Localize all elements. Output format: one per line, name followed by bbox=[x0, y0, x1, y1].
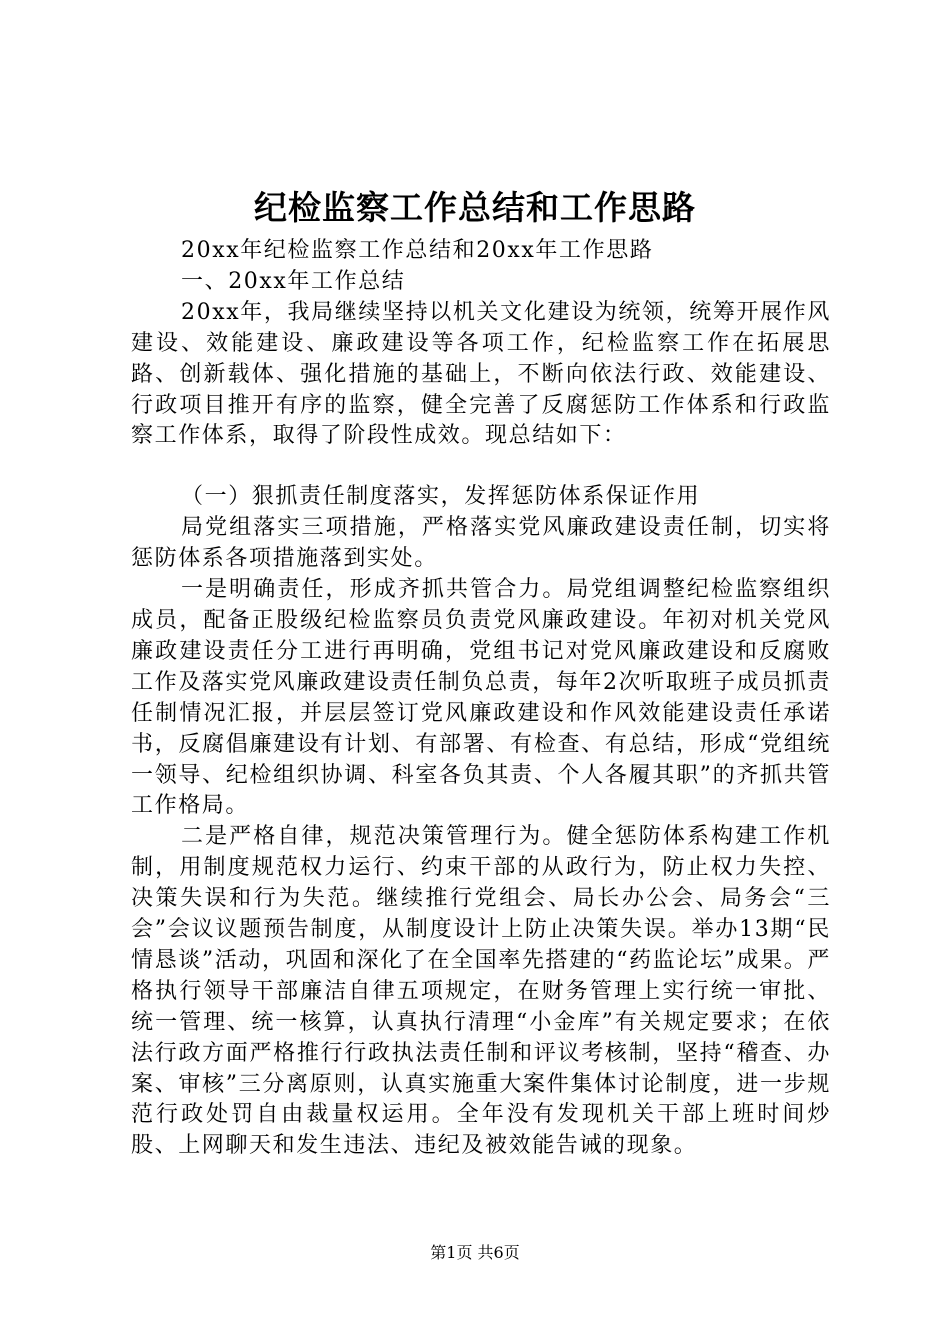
body-paragraph: 二是严格自律，规范决策管理行为。健全惩防体系构建工作机制，用制度规范权力运行、约束干部的从政行为，防止权力失控、决策失误和行为失范。继续推行党组会、局长办公会、局务会“三会”会议议题预告制度，从制度设计上防止决策失误。举办13期“民情恳谈”活动，巩固和深化了在全国率先搭建的“药监论坛”成果。严格执行领导干部廉洁自律五项规定，在财务管理上实行统一审批、统一管理、统一核算，认真执行清理“小金库”有关规定要求；在依法行政方面严格推行行政执法责任制和评议考核制，坚持“稽查、办案、审核”三分离原则，认真实施重大案件集体讨论制度，进一步规范行政处罚自由裁量权运用。全年没有发现机关干部上班时间炒股、上网聊天和发生违法、违纪及被效能告诫的现象。 bbox=[131, 824, 831, 1159]
document-title: 纪检监察工作总结和工作思路 bbox=[254, 188, 696, 227]
subsection-heading: （一）狠抓责任制度落实，发挥惩防体系保证作用 bbox=[181, 484, 701, 510]
subtitle-paragraph: 20xx年纪检监察工作总结和20xx年工作思路 bbox=[181, 238, 654, 263]
page-footer: 第1页 共6页 bbox=[430, 1243, 520, 1262]
section-heading: 一、20xx年工作总结 bbox=[181, 268, 406, 294]
summary-paragraph: 20xx年，我局继续坚持以机关文化建设为统领，统筹开展作风建设、效能建设、廉政建设等各项工作，纪检监察工作在拓展思路、创新载体、强化措施的基础上，不断向依法行政、效能建设、行政项目推开有序的监察，健全完善了反腐惩防工作体系和行政监察工作体系，取得了阶段性成效。现总结如下： bbox=[131, 299, 831, 449]
document-body bbox=[131, 236, 831, 1162]
body-paragraph: 一是明确责任，形成齐抓共管合力。局党组调整纪检监察组织成员，配备正股级纪检监察员负责党风廉政建设。年初对机关党风廉政建设责任分工进行再明确，党组书记对党风廉政建设和反腐败工作及落实党风廉政建设责任制负总责，每年2次听取班子成员抓责任制情况汇报，并层层签订党风廉政建设和作风效能建设责任承诺书，反腐倡廉建设有计划、有部署、有检查、有总结，形成“党组统一领导、纪检组织协调、科室各负其责、个人各履其职”的齐抓共管工作格局。 bbox=[131, 577, 831, 819]
body-paragraph: 局党组落实三项措施，严格落实党风廉政建设责任制，切实将惩防体系各项措施落到实处。 bbox=[131, 515, 831, 572]
